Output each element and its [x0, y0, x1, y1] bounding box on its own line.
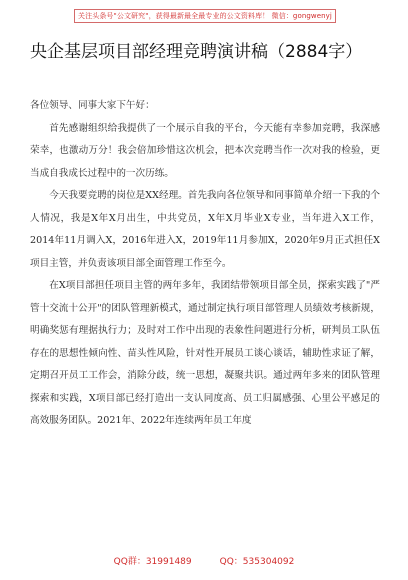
footer-qq: QQ：535304092 [219, 557, 295, 567]
footer-qq-group: QQ群：31991489 [113, 557, 192, 567]
greeting-paragraph: 各位领导、同事大家下午好： [30, 100, 155, 111]
document-body [30, 95, 380, 433]
body-paragraph: 首先感谢组织给我提供了一个展示自我的平台，今天能有幸参加竞聘，我深感荣幸，也激动万分！我会倍加珍惜这次机会，把本次竞聘当作一次对我的检验，更当成自我成长过程中的一次历练。 [30, 122, 380, 179]
header-banner-text: 关注头条号"公文研究"，获得最新最全最专业的公文资料库！ 微信：gongwenyj [78, 12, 332, 20]
body-paragraph: 今天我要竞聘的岗位是XX经理。首先我向各位领导和同事简单介绍一下我的个人情况，我是X年X月出生，中共党员，X年X月毕业X专业，当年进入X工作，2014年11月调入X，2016年进入X，2019年11月参加X，2020年9月正式担任X项目主管，并负责该项目部全面管理工作至今。 [30, 190, 380, 269]
header-banner [74, 9, 336, 23]
body-paragraph: 在X项目部担任项目主管的两年多年，我团结带领项目部全员，探索实践了"严管十交流十公开"的团队管理新模式，通过制定执行项目部管理人员绩效考核新规，明确奖惩有理据执行力；及时对工作中出现的表象性问题进行分析，研判员工队伍存在的思想性倾向性、苗头性风险，针对性开展员工谈心谈话，辅助性求证了解，定期召开员工工作会，消除分歧，统一思想，凝聚共识。通过两年多来的团队管理探索和实践，X项目部已经打造出一支认同度高、员工归属感强、心里公平感足的高效服务团队。2021年、2022年连续两年员工年度 [30, 280, 380, 426]
footer-contact [0, 554, 408, 570]
document-title: 央企基层项目部经理竞聘演讲稿（2884字） [30, 42, 363, 62]
